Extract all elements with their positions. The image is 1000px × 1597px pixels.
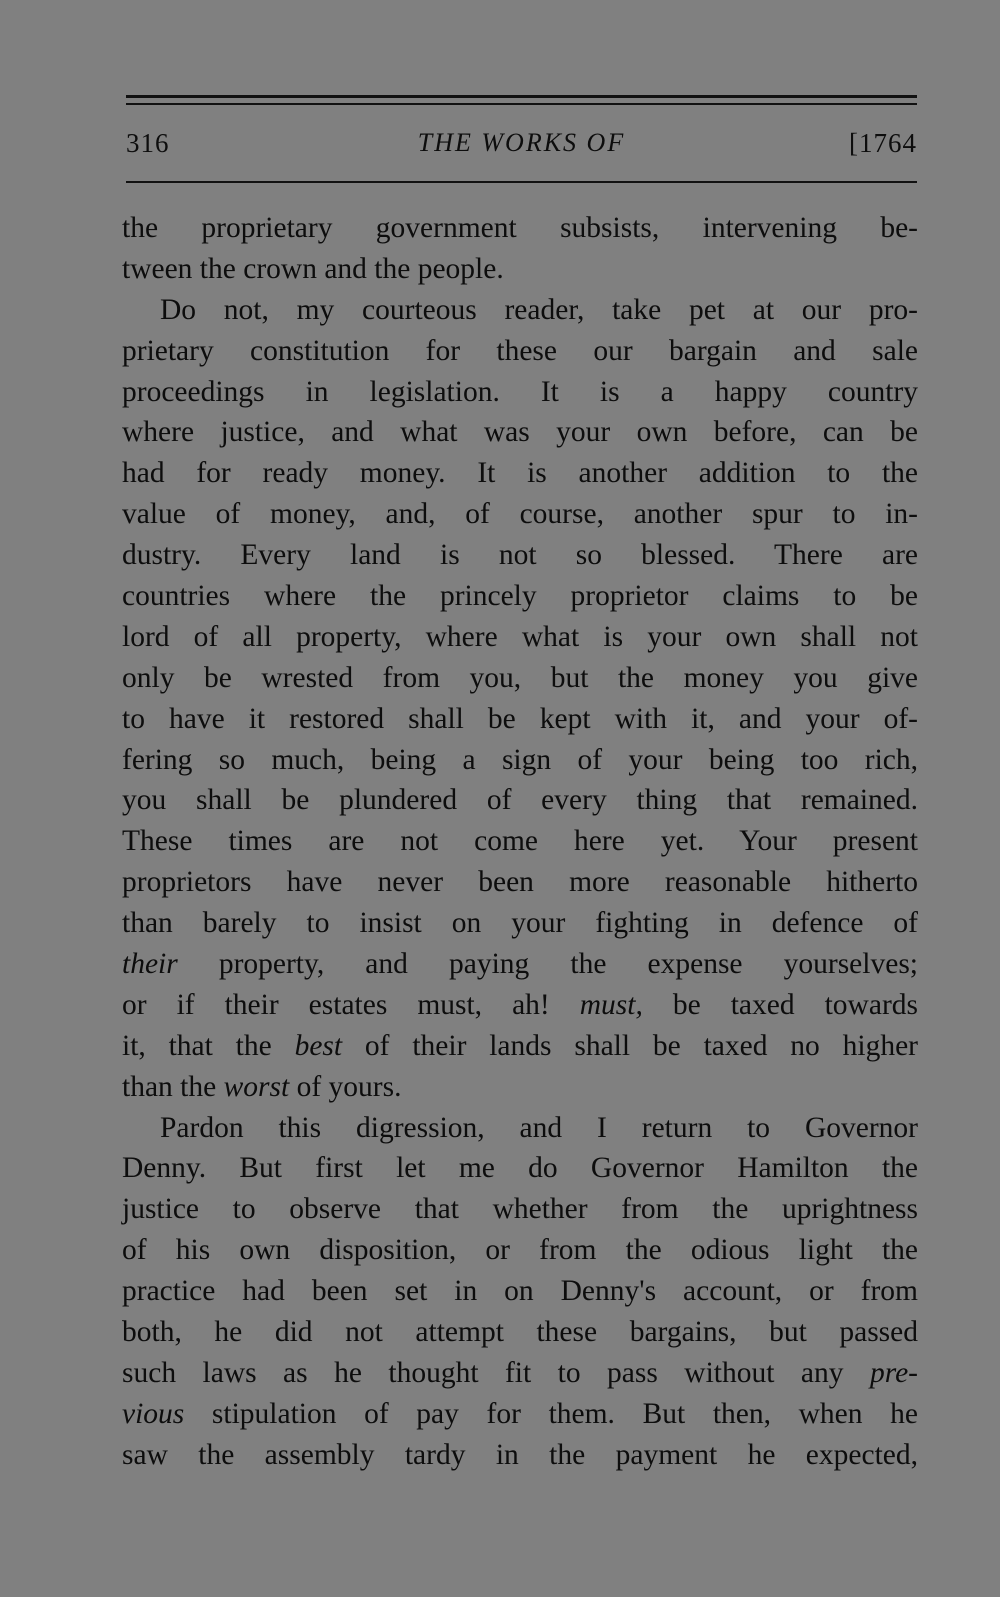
text-line bbox=[122, 1394, 918, 1435]
italic-word: worst bbox=[223, 1070, 290, 1103]
text-line: countries where the princely proprietor claims to be bbox=[122, 580, 918, 613]
italic-word: must, bbox=[579, 988, 643, 1021]
text-line bbox=[122, 1353, 918, 1394]
text-line: of his own disposition, or from the odious light the bbox=[122, 1234, 918, 1267]
text-line: tween the crown and the people. bbox=[122, 252, 504, 285]
text-segment: of yours. bbox=[289, 1070, 402, 1103]
text-line: proprietors have never been more reasonable hitherto bbox=[122, 866, 918, 899]
text-segment: than the bbox=[122, 1070, 224, 1103]
text-line: saw the assembly tardy in the payment he expected, bbox=[122, 1438, 918, 1471]
text-line: where justice, and what was your own before, can be bbox=[122, 416, 918, 449]
text-line: had for ready money. It is another addition to the bbox=[122, 457, 918, 490]
running-year: [1764 bbox=[849, 128, 917, 158]
text-segment: stipulation of pay for them. But then, when he bbox=[184, 1397, 918, 1430]
text-segment: of their lands shall be taxed no higher bbox=[342, 1029, 918, 1062]
italic-word: best bbox=[294, 1029, 343, 1062]
text-segment: such laws as he thought fit to pass without any bbox=[122, 1356, 870, 1389]
text-line: fering so much, being a sign of your being too rich, bbox=[122, 743, 918, 776]
text-line: both, he did not attempt these bargains, but passed bbox=[122, 1316, 918, 1349]
text-segment: it, that the bbox=[122, 1029, 295, 1062]
text-line: practice had been set in on Denny's account, or from bbox=[122, 1275, 918, 1308]
italic-word: pre- bbox=[869, 1356, 918, 1389]
running-head bbox=[126, 128, 917, 168]
text-line: you shall be plundered of every thing that remained. bbox=[122, 784, 918, 817]
running-title: THE WORKS OF bbox=[417, 128, 626, 157]
text-line bbox=[122, 944, 918, 985]
text-line: value of money, and, of course, another spur to in- bbox=[122, 498, 918, 531]
text-line bbox=[122, 1026, 918, 1067]
text-line: Denny. But first let me do Governor Hamilton the bbox=[122, 1152, 918, 1185]
italic-word: their bbox=[122, 948, 178, 981]
text-line: proceedings in legislation. It is a happy country bbox=[122, 375, 918, 408]
body-text bbox=[122, 208, 918, 1476]
text-line: These times are not come here yet. Your present bbox=[122, 825, 918, 858]
text-segment: property, and paying the expense yourselves; bbox=[177, 948, 918, 981]
header-rule-double bbox=[126, 103, 917, 105]
paragraph-start-line: Pardon this digression, and I return to Governor bbox=[160, 1111, 918, 1144]
text-segment: be taxed towards bbox=[642, 988, 919, 1021]
text-line: only be wrested from you, but the money you give bbox=[122, 661, 918, 694]
text-segment: or if their estates must, ah! bbox=[122, 988, 580, 1021]
text-line: lord of all property, where what is your own shall not bbox=[122, 620, 918, 653]
header-rule-bottom bbox=[126, 181, 917, 183]
page-number: 316 bbox=[126, 128, 170, 158]
text-line bbox=[122, 985, 918, 1026]
text-line: dustry. Every land is not so blessed. There are bbox=[122, 539, 918, 572]
text-line: to have it restored shall be kept with it, and your of- bbox=[122, 702, 918, 735]
text-line bbox=[122, 1067, 918, 1108]
header-rule-top bbox=[126, 95, 917, 98]
paragraph-start-line: Do not, my courteous reader, take pet at our pro- bbox=[160, 293, 918, 326]
text-line: the proprietary government subsists, intervening be- bbox=[122, 212, 918, 244]
text-line: than barely to insist on your fighting in defence of bbox=[122, 907, 918, 940]
italic-word: vious bbox=[122, 1397, 185, 1430]
text-line: justice to observe that whether from the uprightness bbox=[122, 1193, 918, 1226]
text-line: prietary constitution for these our bargain and sale bbox=[122, 334, 918, 367]
